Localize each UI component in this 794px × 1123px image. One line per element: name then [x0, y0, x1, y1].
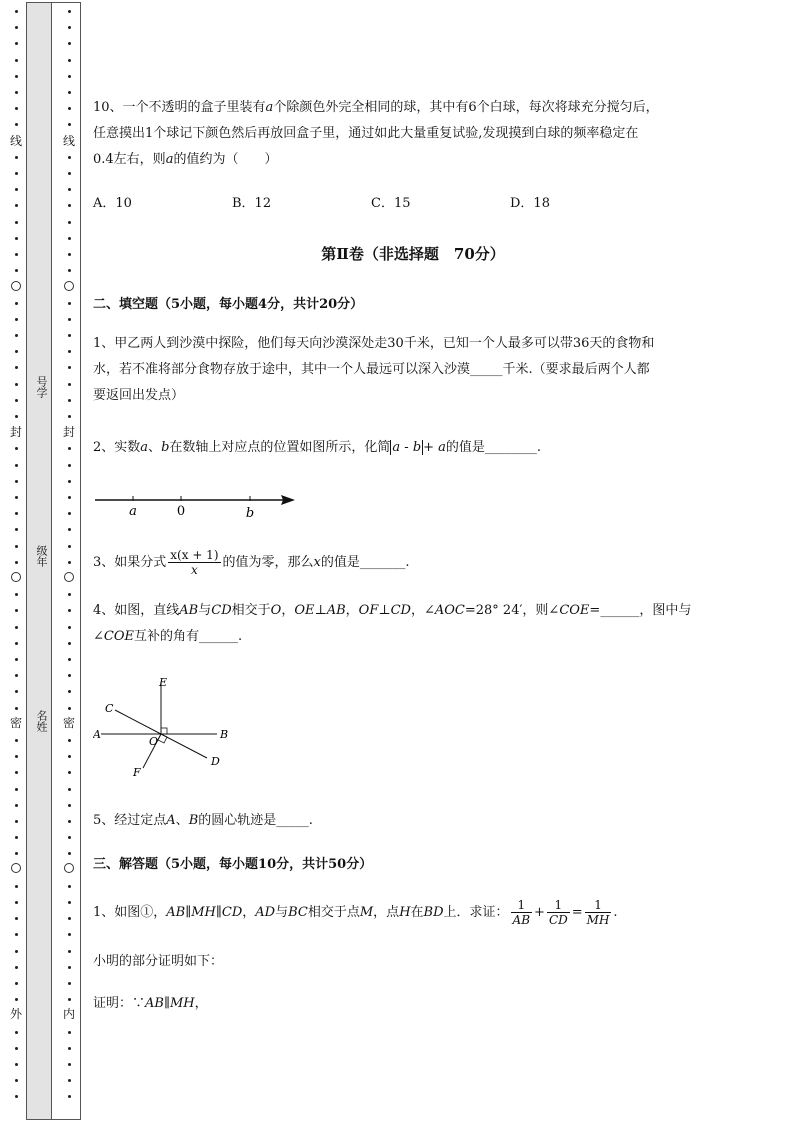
- binding-dot: [6, 480, 26, 483]
- binding-dot: [59, 91, 79, 94]
- binding-dot: [6, 237, 26, 240]
- binding-dot: [59, 966, 79, 969]
- binding-dot: [59, 1063, 79, 1066]
- binding-dot: [6, 755, 26, 758]
- binding-dot: [6, 366, 26, 369]
- binding-dot: [59, 75, 79, 78]
- binding-dot: [6, 1047, 26, 1050]
- question-10-line1: 10、一个不透明的盒子里装有a个除颜色外完全相同的球，其中有6个白球，每次将球充分搅匀后，: [93, 100, 659, 115]
- binding-dot: [59, 1095, 79, 1098]
- binding-dot: [6, 10, 26, 13]
- binding-dot: [6, 204, 26, 207]
- question-10-line3: 0.4左右，则a的值约为（ ）: [93, 152, 278, 167]
- binding-dot: [59, 269, 79, 272]
- binding-dot: [59, 950, 79, 953]
- binding-dot: [59, 366, 79, 369]
- binding-dot: [59, 707, 79, 710]
- binding-circle-icon: [6, 572, 26, 582]
- binding-dot: [59, 739, 79, 742]
- binding-dot: [6, 75, 26, 78]
- binding-dot: [59, 26, 79, 29]
- option-a[interactable]: A．10: [93, 196, 132, 211]
- binding-dot: [6, 512, 26, 515]
- binding-dot: [59, 172, 79, 175]
- intersecting-lines-figure: [93, 672, 243, 782]
- field-grade: 级年: [35, 545, 48, 567]
- binding-margin: [0, 0, 84, 1123]
- binding-circle-icon: [59, 572, 79, 582]
- binding-dot: [59, 334, 79, 337]
- binding-dot: [6, 609, 26, 612]
- fraction: $\frac{x(x + 1)}{x}$: [170, 548, 219, 577]
- fill-4-line1: 4、如图，直线AB与CD相交于O，OE⊥AB，OF⊥CD，∠AOC=28° 24′，则∠COE=______，图中与: [93, 603, 692, 618]
- solve-section-heading: 三、解答题（5小题，每小题10分，共计50分）: [93, 857, 373, 872]
- binding-dot: [59, 10, 79, 13]
- binding-dot: [59, 1047, 79, 1050]
- binding-dot: [59, 755, 79, 758]
- binding-circle-icon: [59, 281, 79, 291]
- binding-dot: [6, 658, 26, 661]
- point-e: E: [159, 676, 168, 689]
- binding-dot: [59, 496, 79, 499]
- binding-dot: [59, 933, 79, 936]
- field-name: 名姓: [35, 710, 48, 732]
- binding-dot: [6, 383, 26, 386]
- binding-dot: [59, 885, 79, 888]
- fill-1-line1: 1、甲乙两人到沙漠中探险，他们每天向沙漠深处走30千米，已知一个人最多可以带36天的食物和: [93, 336, 655, 351]
- axis-label-zero: 0: [176, 504, 186, 519]
- solve-1-proof-start: 证明：∵AB∥MH，: [93, 996, 208, 1011]
- binding-circle-icon: [6, 281, 26, 291]
- binding-dot: [59, 512, 79, 515]
- binding-dot: [59, 253, 79, 256]
- fill-2-text: 2、实数a、b在数轴上对应点的位置如图所示，化简 a - b + a的值是________.: [93, 440, 542, 455]
- binding-dot: [59, 804, 79, 807]
- seal-mark-secret-inner: 密: [59, 716, 79, 730]
- right-angle-mark: [161, 728, 167, 734]
- binding-dot: [6, 820, 26, 823]
- binding-dot: [59, 998, 79, 1001]
- axis-label-b: b: [245, 506, 255, 520]
- binding-circle-icon: [6, 863, 26, 873]
- binding-dot: [59, 852, 79, 855]
- binding-dot: [59, 204, 79, 207]
- binding-dot: [6, 804, 26, 807]
- option-b[interactable]: B．12: [232, 196, 272, 211]
- binding-dot: [59, 350, 79, 353]
- part-2-title: 第Ⅱ卷（非选择题 70分）: [321, 245, 505, 263]
- binding-dot: [59, 690, 79, 693]
- binding-dot: [6, 901, 26, 904]
- binding-dot: [6, 496, 26, 499]
- point-d: D: [211, 755, 220, 768]
- point-o: O: [149, 735, 159, 748]
- option-d[interactable]: D．18: [510, 196, 550, 211]
- binding-dot: [59, 561, 79, 564]
- binding-dot: [6, 885, 26, 888]
- seal-mark-line-inner: 线: [59, 134, 79, 148]
- binding-dot: [6, 464, 26, 467]
- inner-dot-column: [59, 0, 79, 1123]
- binding-dot: [6, 26, 26, 29]
- binding-dot: [6, 561, 26, 564]
- binding-dot: [59, 399, 79, 402]
- fill-1-line3: 要返回出发点）: [93, 388, 185, 403]
- binding-dot: [6, 253, 26, 256]
- point-c: C: [105, 702, 114, 715]
- binding-dot: [6, 836, 26, 839]
- solve-1-statement: 1、如图①，AB∥MH∥CD，AD与BC相交于点M，点H在BD上．求证： $\frac{1}{AB}$ + $\frac{1}{CD}$ = $\frac{1}{MH}$ .: [93, 898, 618, 927]
- binding-dot: [59, 107, 79, 110]
- binding-dot: [6, 399, 26, 402]
- binding-dot: [6, 528, 26, 531]
- point-b: B: [220, 728, 229, 741]
- binding-dot: [6, 415, 26, 418]
- binding-dot: [59, 642, 79, 645]
- binding-dot: [6, 334, 26, 337]
- binding-dot: [6, 91, 26, 94]
- binding-dot: [6, 172, 26, 175]
- binding-dot: [6, 998, 26, 1001]
- binding-dot: [59, 771, 79, 774]
- field-student-number: 号学: [35, 376, 48, 398]
- binding-dot: [6, 447, 26, 450]
- binding-dot: [6, 739, 26, 742]
- binding-dot: [59, 836, 79, 839]
- fill-1-line2: 水，若不准将部分食物存放于途中，其中一个人最远可以深入沙漠_____千米.（要求最后两个人都: [93, 362, 650, 377]
- binding-dot: [59, 237, 79, 240]
- binding-dot: [6, 1079, 26, 1082]
- seal-mark-seal-inner: 封: [59, 425, 79, 439]
- binding-dot: [59, 318, 79, 321]
- binding-dot: [59, 788, 79, 791]
- binding-dot: [59, 188, 79, 191]
- binding-dot: [6, 966, 26, 969]
- binding-dot: [6, 156, 26, 159]
- binding-dot: [59, 42, 79, 45]
- seal-mark-outer: 外: [6, 1007, 26, 1021]
- binding-dot: [6, 690, 26, 693]
- binding-dot: [59, 917, 79, 920]
- fill-3-text: 3、如果分式 $\frac{x(x + 1)}{x}$ 的值为零，那么x的值是_______.: [93, 548, 410, 577]
- binding-dot: [6, 626, 26, 629]
- binding-dot: [59, 901, 79, 904]
- binding-dot: [6, 545, 26, 548]
- binding-dot: [6, 123, 26, 126]
- binding-dot: [6, 42, 26, 45]
- fill-5-text: 5、经过定点A、B的圆心轨迹是_____.: [93, 813, 313, 828]
- binding-dot: [6, 188, 26, 191]
- solve-1-note: 小明的部分证明如下：: [93, 954, 224, 969]
- binding-dot: [6, 1063, 26, 1066]
- right-angle-mark-2: [158, 734, 167, 743]
- fill-in-section-heading: 二、填空题（5小题，每小题4分，共计20分）: [93, 297, 364, 312]
- fraction-1-cd: $\frac{1}{CD}$: [548, 898, 568, 927]
- binding-dot: [59, 302, 79, 305]
- binding-dot: [6, 852, 26, 855]
- binding-dot: [59, 59, 79, 62]
- binding-dot: [6, 302, 26, 305]
- binding-dot: [59, 415, 79, 418]
- binding-dot: [59, 528, 79, 531]
- binding-dot: [59, 626, 79, 629]
- binding-dot: [6, 950, 26, 953]
- fraction-1-ab: $\frac{1}{AB}$: [512, 898, 531, 927]
- seal-mark-inner: 内: [59, 1007, 79, 1021]
- binding-dot: [59, 221, 79, 224]
- binding-dot: [6, 593, 26, 596]
- binding-dot: [59, 593, 79, 596]
- arrow-head-icon: [281, 495, 295, 505]
- binding-dot: [6, 642, 26, 645]
- binding-dot: [59, 1079, 79, 1082]
- binding-dot: [59, 447, 79, 450]
- binding-dot: [59, 464, 79, 467]
- outer-dot-column: [6, 0, 26, 1123]
- binding-dot: [59, 156, 79, 159]
- binding-dot: [59, 609, 79, 612]
- seal-mark-secret: 密: [6, 716, 26, 730]
- binding-dot: [59, 1031, 79, 1034]
- binding-dot: [59, 480, 79, 483]
- binding-dot: [59, 383, 79, 386]
- binding-dot: [6, 318, 26, 321]
- binding-dot: [6, 933, 26, 936]
- seal-mark-seal: 封: [6, 425, 26, 439]
- fraction-1-mh: $\frac{1}{MH}$: [586, 898, 610, 927]
- binding-dot: [6, 788, 26, 791]
- binding-dot: [6, 1031, 26, 1034]
- binding-dot: [6, 771, 26, 774]
- binding-circle-icon: [59, 863, 79, 873]
- binding-dot: [6, 707, 26, 710]
- binding-dot: [6, 1095, 26, 1098]
- point-f: F: [133, 766, 141, 779]
- fill-4-line2: ∠COE互补的角有______.: [93, 629, 243, 644]
- binding-dot: [6, 917, 26, 920]
- binding-dot: [6, 107, 26, 110]
- binding-dot: [6, 221, 26, 224]
- axis-label-a: a: [129, 504, 137, 519]
- binding-dot: [59, 123, 79, 126]
- binding-dot: [6, 269, 26, 272]
- point-a: A: [93, 728, 101, 741]
- question-10-options: [93, 190, 649, 217]
- question-10-line2: 任意摸出1个球记下颜色然后再放回盒子里，通过如此大量重复试验,发现摸到白球的频率稳定在: [93, 126, 639, 141]
- binding-dot: [59, 658, 79, 661]
- seal-mark-line: 线: [6, 134, 26, 148]
- binding-dot: [59, 982, 79, 985]
- binding-dot: [59, 545, 79, 548]
- option-c[interactable]: C．15: [371, 196, 411, 211]
- binding-dot: [6, 59, 26, 62]
- binding-dot: [6, 350, 26, 353]
- binding-dot: [59, 820, 79, 823]
- binding-dot: [59, 674, 79, 677]
- binding-dot: [6, 982, 26, 985]
- binding-dot: [6, 674, 26, 677]
- number-line-figure: [93, 488, 303, 520]
